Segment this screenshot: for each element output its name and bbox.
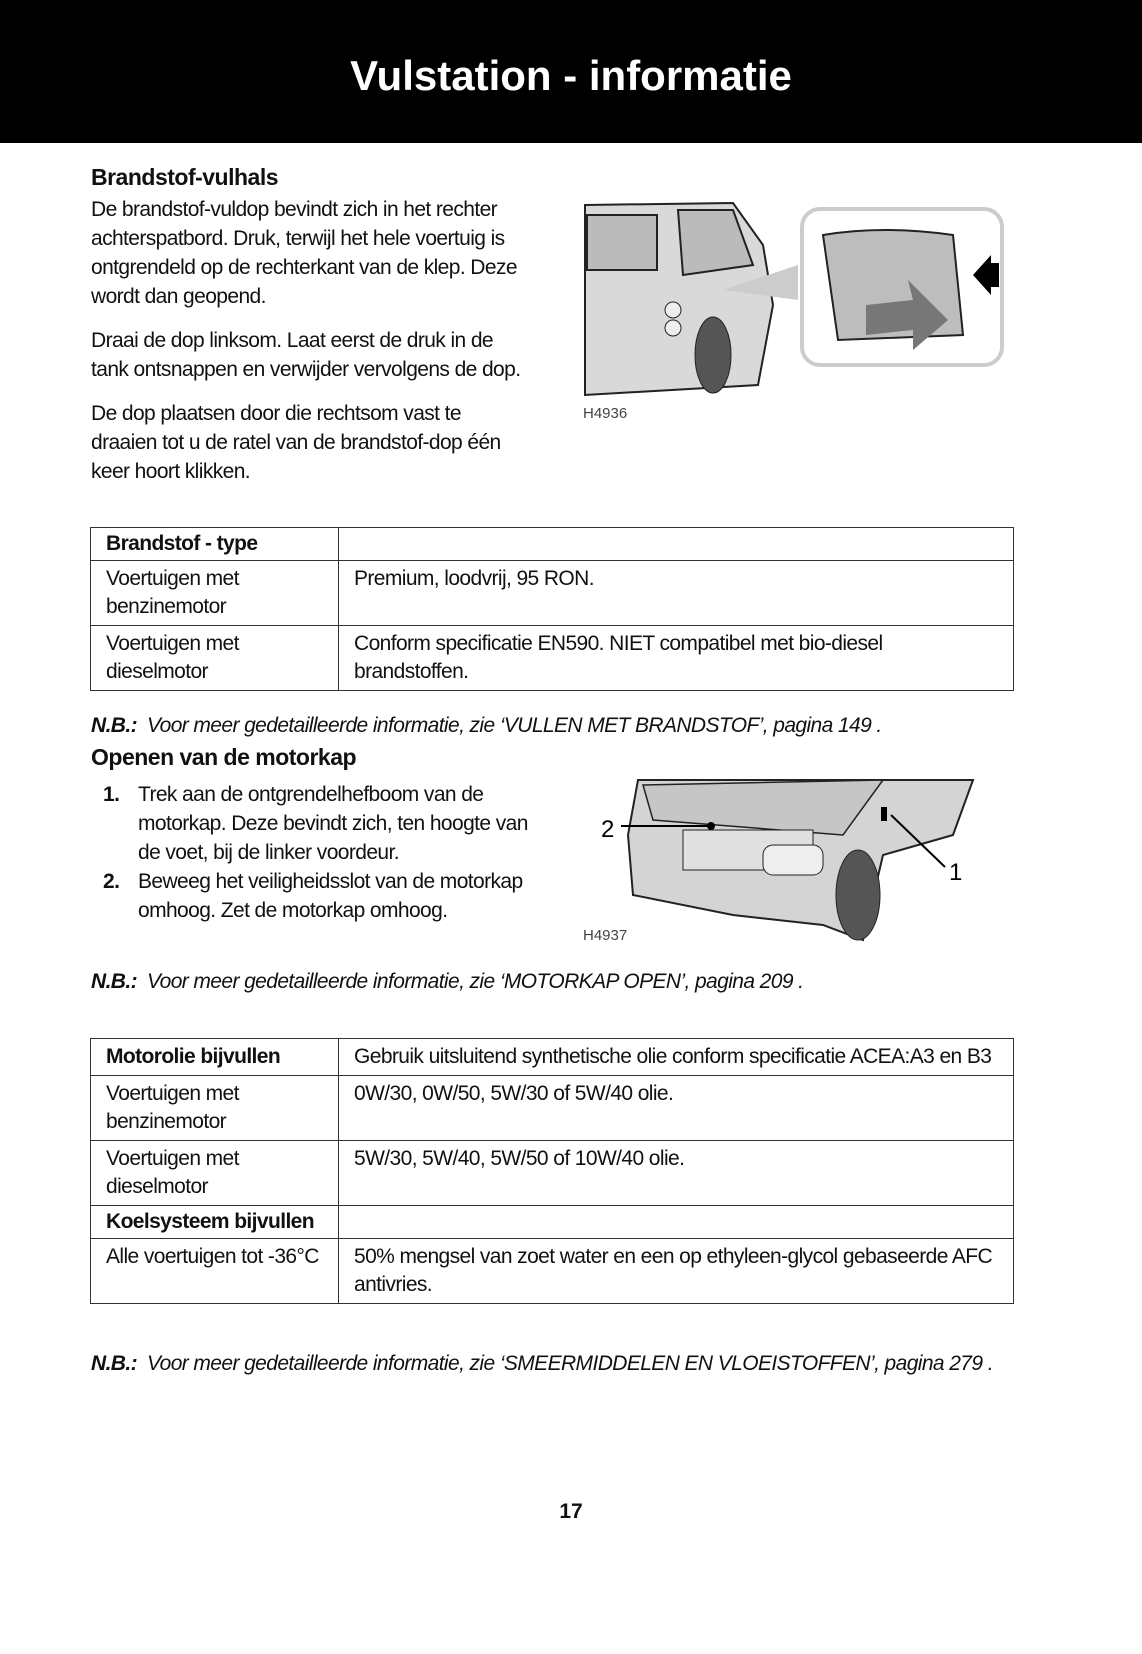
table-row bbox=[91, 1141, 1014, 1206]
table-cell: Voertuigen met benzinemotor bbox=[91, 561, 339, 626]
section-heading-fuel-filler: Brandstof-vulhals bbox=[91, 164, 279, 190]
table-row bbox=[91, 1239, 1014, 1304]
fluids-table bbox=[90, 1038, 1014, 1304]
list-item bbox=[91, 780, 531, 867]
table-cell: 0W/30, 0W/50, 5W/30 of 5W/40 olie. bbox=[339, 1076, 1014, 1141]
section-heading-bonnet: Openen van de motorkap bbox=[91, 744, 357, 770]
table-row bbox=[91, 561, 1014, 626]
figure-caption: H4937 bbox=[583, 927, 628, 944]
step-text: Beweeg het veiligheidsslot van de motorkap omhoog. Zet de motorkap omhoog. bbox=[138, 870, 523, 922]
table-cell: Koelsysteem bijvullen bbox=[91, 1206, 339, 1239]
paragraph: De dop plaatsen door die rechtsom vast te draaien tot u de ratel van de brandstof-dop één keer hoort klikken. bbox=[91, 402, 501, 483]
bonnet-release-illustration bbox=[583, 775, 983, 947]
paragraph: Draai de dop linksom. Laat eerst de druk in de tank ontsnappen en verwijder vervolgens de dop. bbox=[91, 329, 521, 381]
paragraph: De brandstof-vuldop bevindt zich in het rechter achterspatbord. Druk, terwijl het hele voertuig is ontgrendeld op de rechterkant van de klep. Deze wordt dan geopend. bbox=[91, 198, 517, 308]
callout-1: 1 bbox=[949, 859, 963, 886]
table-cell: Brandstof - type bbox=[91, 528, 339, 561]
note-bonnet bbox=[91, 970, 803, 994]
table-row bbox=[91, 528, 1014, 561]
note-text: Voor meer gedetailleerde informatie, zie ‘MOTORKAP OPEN’, pagina 209 . bbox=[147, 970, 804, 993]
table-cell: Alle voertuigen tot -36°C bbox=[91, 1239, 339, 1304]
table-cell: Premium, loodvrij, 95 RON. bbox=[339, 561, 1014, 626]
table-row bbox=[91, 626, 1014, 691]
table-row bbox=[91, 1039, 1014, 1076]
step-text: Trek aan de ontgrendelhefboom van de motorkap. Deze bevindt zich, ten hoogte van de voet, bij de linker voordeur. bbox=[138, 783, 528, 864]
step-number: 2. bbox=[103, 870, 120, 893]
note-text: Voor meer gedetailleerde informatie, zie ‘VULLEN MET BRANDSTOF’, pagina 149 . bbox=[147, 714, 882, 737]
table-row bbox=[91, 1076, 1014, 1141]
fuel-type-table bbox=[90, 527, 1014, 691]
table-cell: Motorolie bijvullen bbox=[91, 1039, 339, 1076]
note-label: N.B.: bbox=[91, 970, 137, 993]
note-label: N.B.: bbox=[91, 1352, 137, 1375]
table-cell: Voertuigen met dieselmotor bbox=[91, 1141, 339, 1206]
table-cell: Voertuigen met dieselmotor bbox=[91, 626, 339, 691]
note-text: Voor meer gedetailleerde informatie, zie ‘SMEERMIDDELEN EN VLOEISTOFFEN’, pagina 279 . bbox=[147, 1352, 993, 1375]
bonnet-steps bbox=[91, 780, 531, 925]
list-item bbox=[91, 867, 531, 925]
fuel-flap-illustration bbox=[583, 195, 1008, 400]
note-fluids bbox=[91, 1352, 993, 1376]
table-cell: Voertuigen met benzinemotor bbox=[91, 1076, 339, 1141]
table-cell bbox=[339, 528, 1014, 561]
step-number: 1. bbox=[103, 783, 120, 806]
note-label: N.B.: bbox=[91, 714, 137, 737]
page-title: Vulstation - informatie bbox=[350, 52, 792, 99]
fuel-filler-text bbox=[91, 195, 531, 501]
table-cell: Gebruik uitsluitend synthetische olie conform specificatie ACEA:A3 en B3 bbox=[339, 1039, 1014, 1076]
table-cell bbox=[339, 1206, 1014, 1239]
note-fuel bbox=[91, 714, 882, 738]
table-cell: Conform specificatie EN590. NIET compatibel met bio-diesel brandstoffen. bbox=[339, 626, 1014, 691]
page-header bbox=[0, 0, 1142, 143]
table-cell: 50% mengsel van zoet water en een op ethyleen-glycol gebaseerde AFC antivries. bbox=[339, 1239, 1014, 1304]
figure-caption: H4936 bbox=[583, 405, 628, 422]
table-row bbox=[91, 1206, 1014, 1239]
page-number: 17 bbox=[559, 1500, 583, 1523]
table-cell: 5W/30, 5W/40, 5W/50 of 10W/40 olie. bbox=[339, 1141, 1014, 1206]
callout-2: 2 bbox=[601, 816, 615, 843]
